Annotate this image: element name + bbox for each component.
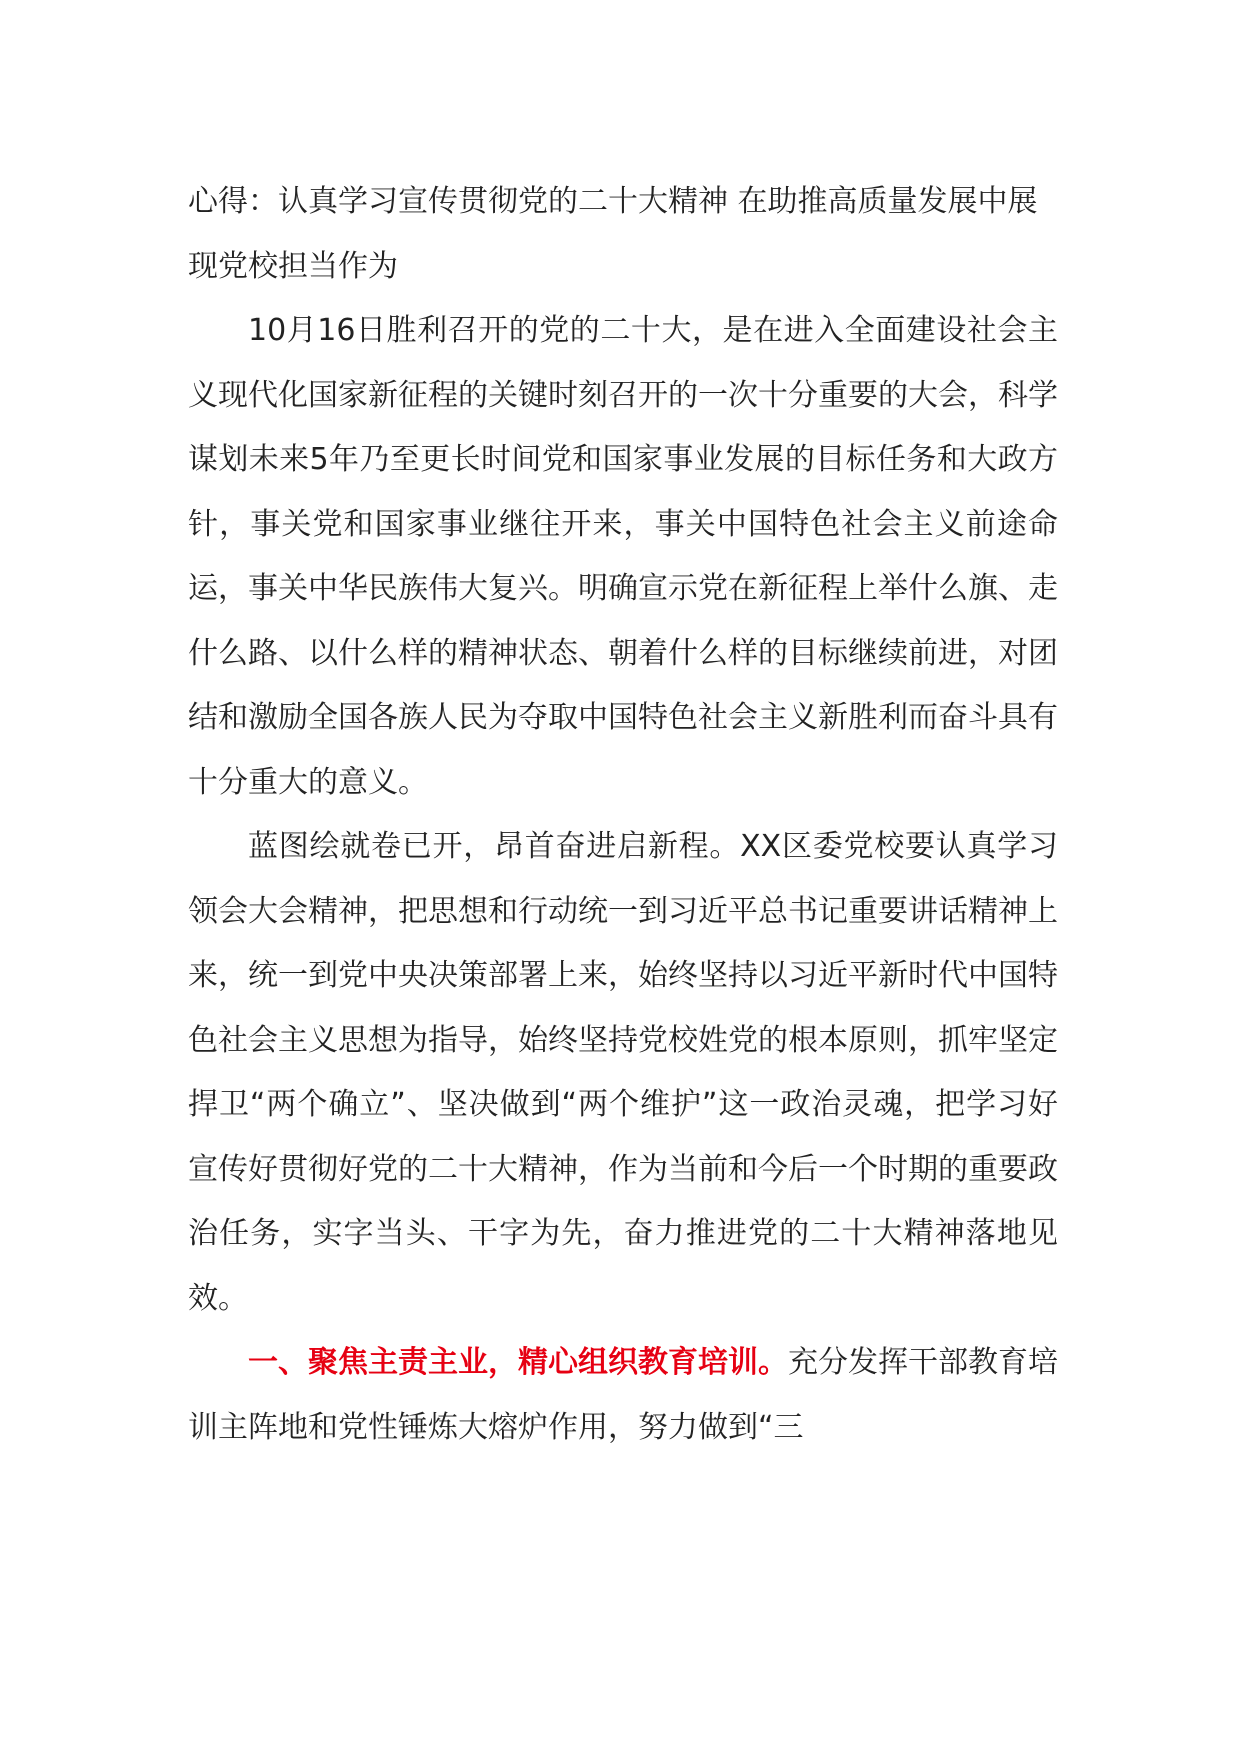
section-heading: 一、聚焦主责主业，精心组织教育培训。 <box>248 1345 788 1380</box>
paragraph-3-text: 充分发挥干部教育培训主阵地和党性锤炼大熔炉作用，努力做到“三 <box>188 1345 1058 1445</box>
document-page <box>188 170 1058 1460</box>
document-title: 心得：认真学习宣传贯彻党的二十大精神 在助推高质量发展中展现党校担当作为 <box>188 184 1038 284</box>
paragraph-1: 10月16日胜利召开的党的二十大，是在进入全面建设社会主义现代化国家新征程的关键时刻召开的一次十分重要的大会，科学谋划未来5年乃至更长时间党和国家事业发展的目标任务和大政方针，事关党和国家事业继往开来，事关中国特色社会主义前途命运，事关中华民族伟大复兴。明确宣示党在新征程上举什么旗、走什么路、以什么样的精神状态、朝着什么样的目标继续前进，对团结和激励全国各族人民为夺取中国特色社会主义新胜利而奋斗具有十分重大的意义。 <box>188 313 1058 800</box>
paragraph-2: 蓝图绘就卷已开，昂首奋进启新程。XX区委党校要认真学习领会大会精神，把思想和行动统一到习近平总书记重要讲话精神上来，统一到党中央决策部署上来，始终坚持以习近平新时代中国特色社会主义思想为指导，始终坚持党校姓党的根本原则，抓牢坚定捍卫“两个确立”、坚决做到“两个维护”这一政治灵魂，把学习好宣传好贯彻好党的二十大精神，作为当前和今后一个时期的重要政治任务，实字当头、干字为先，奋力推进党的二十大精神落地见效。 <box>188 829 1058 1316</box>
paragraph-3 <box>188 1331 1058 1460</box>
